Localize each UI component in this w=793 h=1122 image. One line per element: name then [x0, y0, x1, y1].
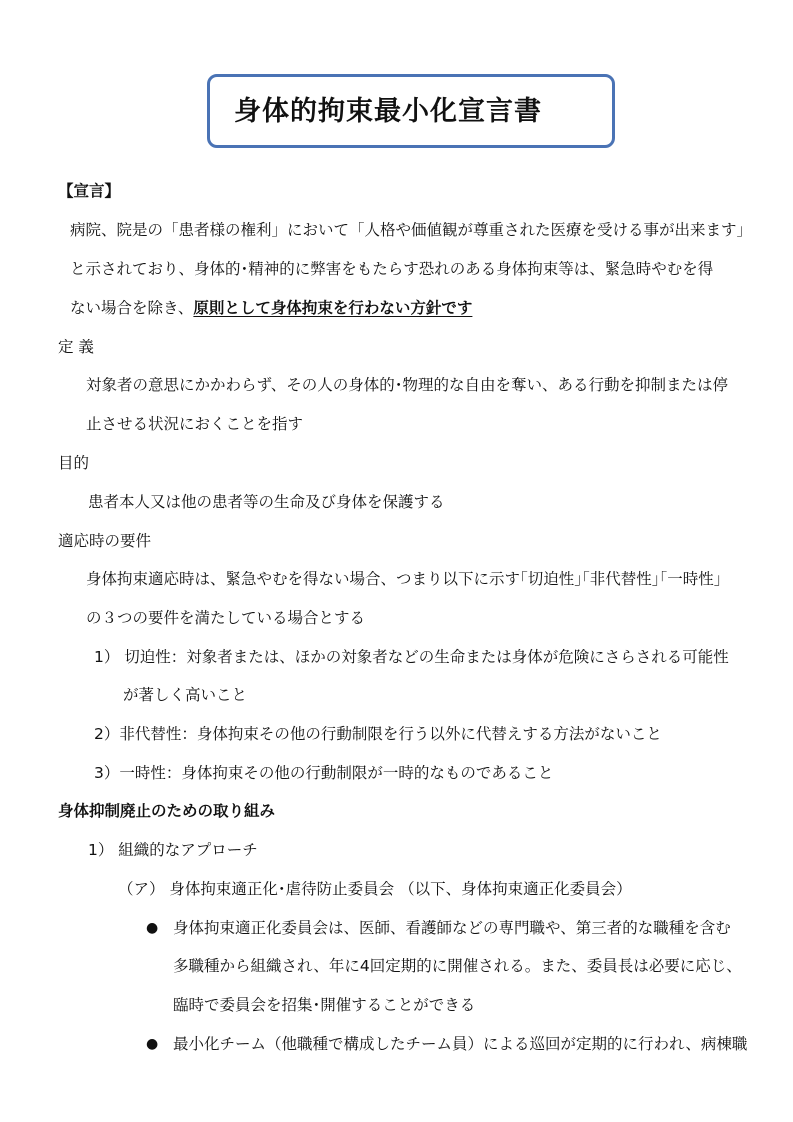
requirements-intro-1: 身体拘束適応時は、緊急やむを得ない場合、つまり以下に示す｢切迫性｣｢非代替性｣｢一時性｣ [86, 570, 722, 588]
bullet-1-line-2: 多職種から組織され、年に4回定期的に開催される。また、委員長は必要に応じ、 [173, 957, 742, 975]
requirements-heading: 適応時の要件 [58, 532, 152, 550]
declaration-line-3 [70, 297, 472, 319]
definition-heading: 定 義 [58, 338, 94, 356]
purpose-line-1: 患者本人又は他の患者等の生命及び身体を保護する [88, 493, 445, 511]
requirements-intro-2: の３つの要件を満たしている場合とする [86, 609, 366, 627]
declaration-emphasis: 原則として身体拘束を行わない方針です [193, 299, 473, 317]
requirement-item-3: 3）一時性：身体拘束その他の行動制限が一時的なものであること [94, 764, 554, 782]
efforts-heading: 身体抑制廃止のための取り組み [58, 802, 276, 820]
requirement-item-1-line-2: が著しく高いこと [123, 686, 248, 704]
efforts-sub-1a: （ア） 身体拘束適正化･虐待防止委員会 （以下、身体拘束適正化委員会） [118, 880, 632, 898]
declaration-line-1: 病院、院是の「患者様の権利」において「人格や価値観が尊重された医療を受ける事が出来ます」 [70, 221, 753, 239]
bullet-2-marker: ● [146, 1036, 159, 1052]
declaration-line-3-prefix: ない場合を除き、 [70, 299, 194, 317]
bullet-1-line-3: 臨時で委員会を招集･開催することができる [173, 996, 476, 1014]
declaration-line-2: と示されており、身体的･精神的に弊害をもたらす恐れのある身体拘束等は、緊急時やむを得 [70, 260, 714, 278]
definition-line-1: 対象者の意思にかかわらず、その人の身体的･物理的な自由を奪い、ある行動を抑制または停 [86, 376, 729, 394]
purpose-heading: 目的 [58, 454, 90, 472]
declaration-heading: 【宣言】 [58, 182, 121, 200]
bullet-1-marker: ● [146, 920, 159, 936]
requirement-item-2: 2）非代替性：身体拘束その他の行動制限を行う以外に代替えする方法がないこと [94, 725, 662, 743]
efforts-sub-1: 1） 組織的なアプローチ [88, 841, 258, 859]
requirement-item-1-line-1: 1） 切迫性：対象者または、ほかの対象者などの生命または身体が危険にさらされる可能性 [94, 648, 729, 666]
bullet-2-line-1: 最小化チーム（他職種で構成したチーム員）による巡回が定期的に行われ、病棟職 [173, 1035, 748, 1053]
bullet-1-line-1: 身体拘束適正化委員会は、医師、看護師などの専門職や、第三者的な職種を含む [173, 919, 731, 937]
document-title: 身体的拘束最小化宣言書 [234, 96, 542, 127]
title-box [207, 74, 615, 148]
definition-line-2: 止させる状況におくことを指す [86, 415, 304, 433]
